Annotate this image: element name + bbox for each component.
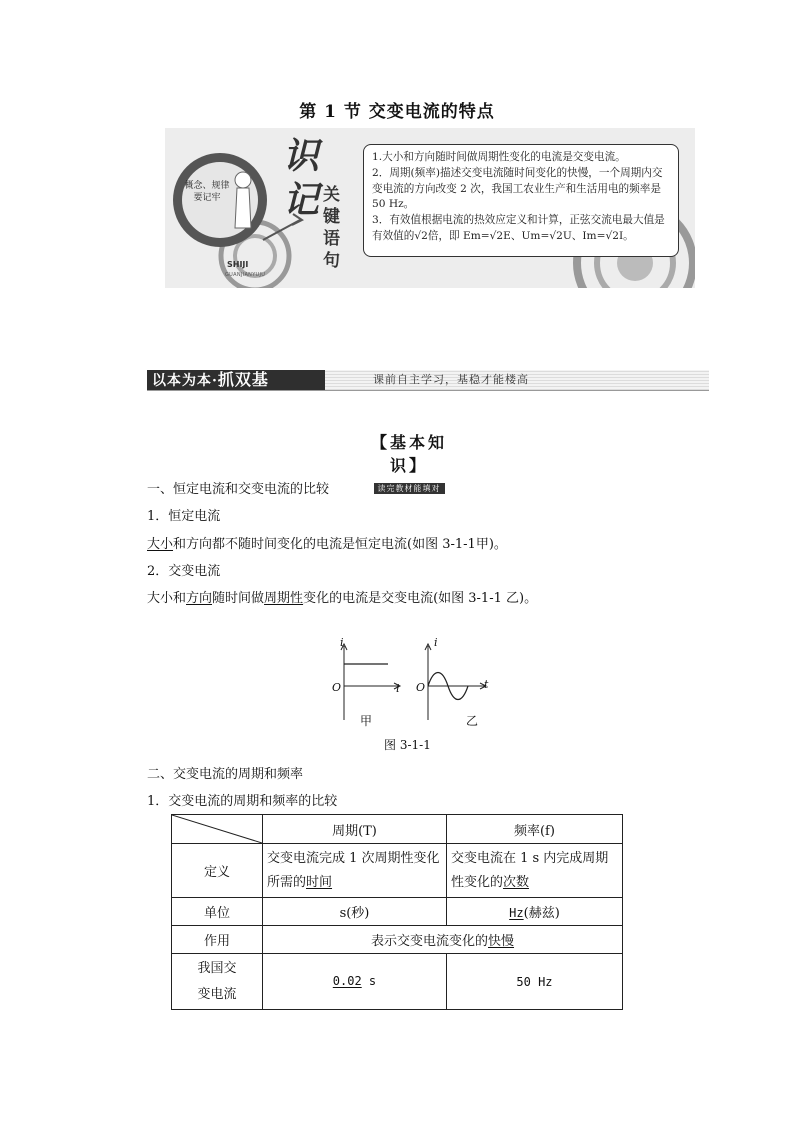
right-x-label: t	[484, 678, 489, 691]
period-definition-text: 交变电流完成 1 次周期性变化所需的	[267, 850, 440, 890]
band-big: 抓双基	[217, 370, 269, 389]
blank-answer: 时间	[306, 874, 333, 890]
figure-caption: 图 3-1-1	[384, 738, 431, 752]
bubble-line-1: 概念、规律	[184, 181, 230, 191]
left-y-label: i	[340, 636, 344, 649]
purpose-text: 表示交变电流变化的	[370, 934, 488, 949]
bracket-heading-sub: 读完教材能填对	[374, 483, 445, 494]
keypoint-item-1: 1.大小和方向随时间做周期性变化的电流是交变电流。	[372, 151, 626, 163]
left-origin-label: O	[332, 681, 342, 694]
section-band	[147, 370, 709, 391]
heading-1-2: 2．交变电流	[147, 564, 221, 579]
bracket-heading	[356, 430, 462, 495]
blank-answer: 0.02	[332, 974, 362, 988]
china-period	[263, 954, 447, 1010]
paragraph-2-a: 大小和	[147, 591, 187, 606]
bubble-line-2: 要记牢	[193, 193, 221, 203]
paragraph-1	[147, 533, 507, 552]
bracket-heading-text: 基本知识	[389, 433, 448, 475]
row-header: 我国交变电流	[172, 954, 263, 1010]
heading-2: 二、交变电流的周期和频率	[147, 767, 304, 782]
english-label-2: GUANJIANYUJU	[225, 272, 266, 278]
heading-1: 一、恒定电流和交变电流的比较	[147, 482, 330, 497]
big-char-1: 识	[283, 135, 320, 177]
paragraph-2-b: 随时间做	[212, 591, 265, 606]
table-header-row	[172, 815, 623, 844]
frequency-definition	[446, 844, 622, 898]
blank-answer: 快慢	[488, 934, 515, 949]
blank-answer: 次数	[502, 874, 529, 890]
left-graph-label: 甲	[360, 714, 373, 728]
table-row	[172, 954, 623, 1010]
figure-3-1-1	[328, 636, 498, 752]
blank-answer: 周期性	[264, 591, 304, 606]
page-title: 第 1 节 交变电流的特点	[299, 102, 495, 122]
right-origin-label: O	[416, 681, 426, 694]
table-row	[172, 926, 623, 954]
table-row	[172, 898, 623, 926]
big-char-2: 记	[283, 179, 320, 221]
heading-1-1: 1．恒定电流	[147, 509, 221, 524]
band-dark-label	[147, 370, 325, 390]
keypoint-banner	[165, 128, 695, 288]
right-graph-label: 乙	[466, 714, 479, 728]
row-header: 作用	[172, 926, 263, 954]
left-x-label: i	[396, 682, 400, 695]
paragraph-2-c: 变化的电流是交变电流(如图 3-1-1 乙)。	[303, 591, 538, 606]
row-header: 单位	[172, 898, 263, 926]
keypoint-item-3: 3．有效值根据电流的热效应定义和计算，正弦交流电最大值是有效值的√2倍，即 Em=√2E、Um=√2U、Im=√2I。	[372, 214, 665, 242]
purpose-cell	[263, 926, 623, 954]
right-y-label: i	[434, 636, 438, 649]
heading-2-1: 1．交变电流的周期和频率的比较	[147, 794, 338, 809]
paragraph-1-rest: 和方向都不随时间变化的电流是恒定电流(如图 3-1-1甲)。	[173, 537, 507, 552]
keypoint-side-label: 关键语句	[323, 185, 340, 271]
blank-answer: Hz	[509, 906, 524, 920]
period-definition	[263, 844, 447, 898]
china-period-unit: s	[361, 974, 377, 988]
table-row	[172, 844, 623, 898]
period-unit: s(秒)	[263, 898, 447, 926]
diagonal-line	[172, 815, 262, 843]
frequency-unit	[446, 898, 622, 926]
frequency-unit-rest: (赫兹)	[523, 906, 560, 921]
row-header: 定义	[172, 844, 263, 898]
band-prefix: 以本为本·	[152, 373, 218, 389]
diagonal-cell	[172, 815, 263, 844]
band-slogan: 课前自主学习，基稳才能楼高	[373, 373, 529, 386]
blank-answer: 方向	[186, 591, 213, 606]
bracket-heading-main: 【基本知识】	[370, 433, 448, 475]
keypoint-item-2: 2．周期(频率)描述交变电流随时间变化的快慢，一个周期内交变电流的方向改变 2 次，我国工农业生产和生活用电的频率是 50 Hz。	[372, 166, 663, 211]
column-header-frequency: 频率(f)	[446, 815, 622, 844]
period-frequency-table	[171, 814, 623, 1010]
frequency-definition-text: 交变电流在 1 s 内完成周期性变化的	[450, 850, 609, 890]
keypoint-box	[363, 144, 679, 257]
blank-answer: 大小	[147, 537, 174, 552]
china-frequency: 50 Hz	[446, 954, 622, 1010]
column-header-period: 周期(T)	[263, 815, 447, 844]
english-label-1: SHIJI	[227, 260, 249, 269]
paragraph-2	[147, 587, 537, 606]
